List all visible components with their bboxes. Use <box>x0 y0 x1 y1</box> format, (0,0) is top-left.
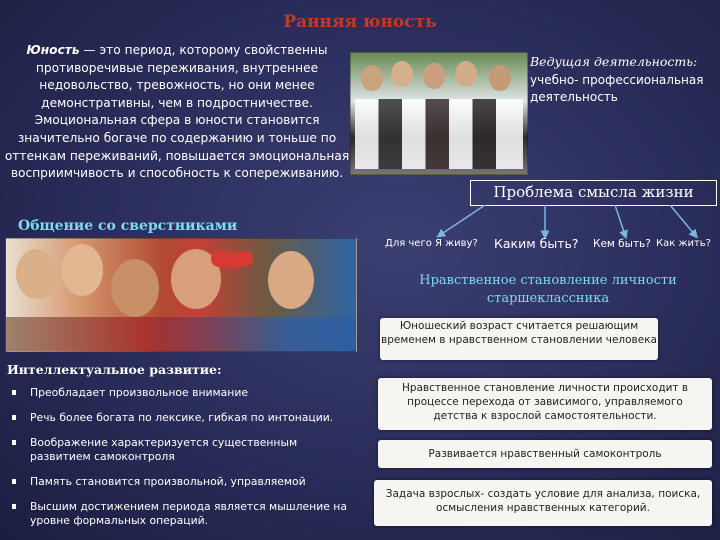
problem-box: Проблема смысла жизни <box>470 180 717 206</box>
intro-paragraph <box>4 42 350 183</box>
list-item: Речь более богата по лексике, гибкая по интонации. <box>10 411 355 425</box>
list-item: Преобладает произвольное внимание <box>10 386 355 400</box>
leading-activity-heading: Ведущая деятельность: <box>530 54 698 69</box>
question-1: Для чего Я живу? <box>385 238 478 249</box>
question-4: Как жить? <box>656 238 711 249</box>
moral-box-4: Задача взрослых- создать условие для анализа, поиска, осмысления нравственных категорий. <box>374 480 712 526</box>
question-3: Кем быть? <box>593 238 651 250</box>
peers-heading: Общение со сверстниками <box>18 218 238 234</box>
arrow-4 <box>670 205 695 235</box>
arrow-3 <box>615 205 625 235</box>
list-item: Высшим достижением периода является мышление на уровне формальных операций. <box>10 500 355 528</box>
graduates-photo <box>350 52 528 175</box>
moral-box-1: Юношеский возраст считается решающим временем в нравственном становлении человека <box>380 318 658 360</box>
leading-activity-text: учебно- профессиональная деятельность <box>530 73 704 104</box>
moral-heading: Нравственное становление личности старшеклассника <box>419 273 677 306</box>
question-arrows <box>380 205 720 239</box>
list-item: Память становится произвольной, управляемой <box>10 475 355 489</box>
question-2: Каким быть? <box>494 236 579 251</box>
moral-box-3: Развивается нравственный самоконтроль <box>378 440 712 468</box>
intro-text: — это период, которому свойственны противоречивые переживания, внутреннее недовольство, тревожность, но они менее демонстративны, чем в подростничестве. Эмоциональная сфера в юности становится значительно богаче по содержанию и тоньше по оттенкам переживаний, повышается эмоциональная восприимчивость и способность к сопереживанию. <box>4 43 350 181</box>
intellectual-heading: Интеллектуальное развитие: <box>7 362 222 377</box>
intellectual-list <box>10 386 355 539</box>
intro-term: Юность <box>26 43 80 57</box>
moral-box-2: Нравственное становление личности происходит в процессе перехода от зависимого, управляемого детства к взрослой самостоятельности. <box>378 378 712 430</box>
list-item: Воображение характеризуется существенным развитием самоконтроля <box>10 436 355 464</box>
peers-photo <box>5 238 357 352</box>
slide-title: Ранняя юность <box>283 12 437 32</box>
arrow-1 <box>440 205 485 235</box>
